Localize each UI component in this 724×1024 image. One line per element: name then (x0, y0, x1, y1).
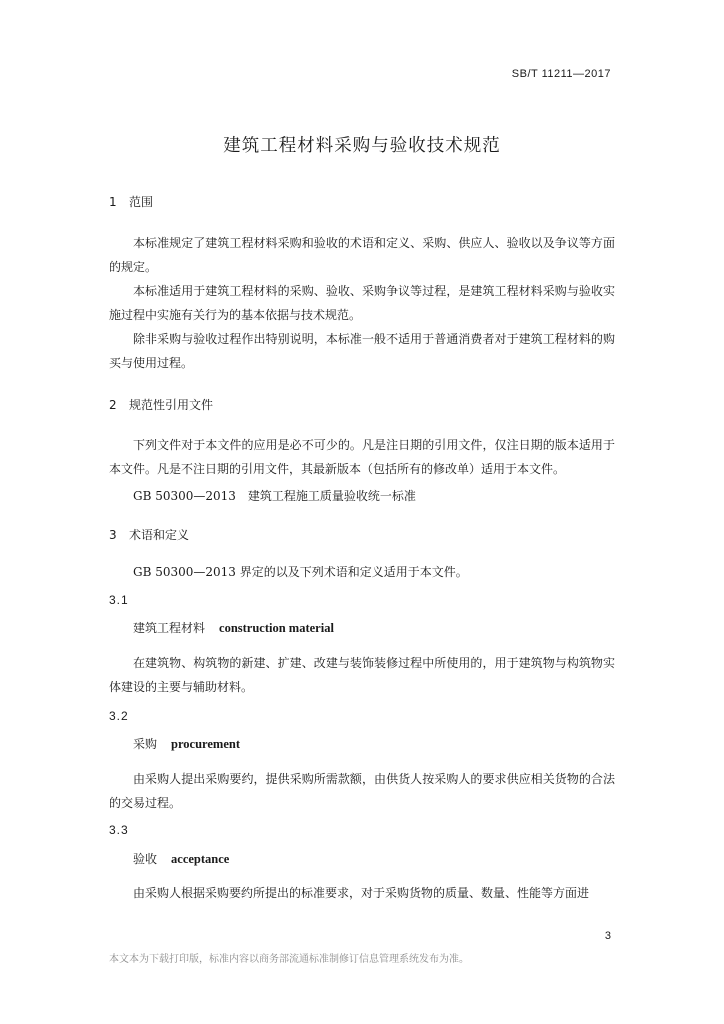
term-zh: 建筑工程材料 (133, 621, 206, 635)
term-en: construction material (219, 621, 334, 635)
section-2-heading (109, 396, 213, 413)
term-heading (133, 850, 229, 867)
section-title: 术语和定义 (129, 528, 190, 542)
section-1-paragraph-2: 本标准适用于建筑工程材料的采购、验收、采购争议等过程，是建筑工程材料采购与验收实施过程中实施有关行为的基本依据与技术规范。 (109, 284, 615, 322)
section-1-paragraph-3: 除非采购与验收过程作出特别说明，本标准一般不适用于普通消费者对于建筑工程材料的购买与使用过程。 (109, 332, 615, 370)
term-zh: 采购 (133, 737, 158, 751)
section-number: 1 (109, 195, 117, 209)
section-1-heading (109, 193, 153, 210)
term-definition: 在建筑物、构筑物的新建、扩建、改建与装饰装修过程中所使用的，用于建筑物与构筑物实体建设的主要与辅助材料。 (109, 656, 615, 694)
term-zh: 验收 (133, 852, 158, 866)
term-number: 3.3 (109, 823, 129, 837)
section-3-heading (109, 526, 189, 543)
term-en: procurement (171, 737, 240, 751)
term-number: 3.2 (109, 709, 129, 723)
normative-reference: GB 50300—2013 建筑工程施工质量验收统一标准 (133, 489, 416, 503)
section-number: 2 (109, 398, 117, 412)
term-definition: 由采购人根据采购要约所提出的标准要求，对于采购货物的质量、数量、性能等方面进 (133, 886, 590, 900)
footer-note: 本文本为下载打印版，标准内容以商务部流通标准制修订信息管理系统发布为准。 (109, 954, 469, 965)
section-2-paragraph: 下列文件对于本文件的应用是必不可少的。凡是注日期的引用文件，仅注日期的版本适用于本文件。凡是不注日期的引用文件，其最新版本（包括所有的修改单）适用于本文件。 (109, 438, 615, 476)
page-number: 3 (604, 930, 611, 942)
standard-code: SB/T 11211—2017 (511, 68, 611, 80)
document-title: 建筑工程材料采购与验收技术规范 (223, 136, 501, 156)
section-1-paragraph-1: 本标准规定了建筑工程材料采购和验收的术语和定义、采购、供应人、验收以及争议等方面的规定。 (109, 236, 615, 274)
term-heading (133, 619, 334, 636)
section-3-intro: GB 50300—2013 界定的以及下列术语和定义适用于本文件。 (133, 565, 468, 579)
term-number: 3.1 (109, 593, 129, 607)
section-title: 范围 (129, 195, 154, 209)
term-definition: 由采购人提出采购要约，提供采购所需款额，由供货人按采购人的要求供应相关货物的合法的交易过程。 (109, 772, 615, 810)
section-number: 3 (109, 528, 117, 542)
section-title: 规范性引用文件 (129, 398, 214, 412)
term-en: acceptance (171, 852, 230, 866)
term-heading (133, 735, 240, 752)
